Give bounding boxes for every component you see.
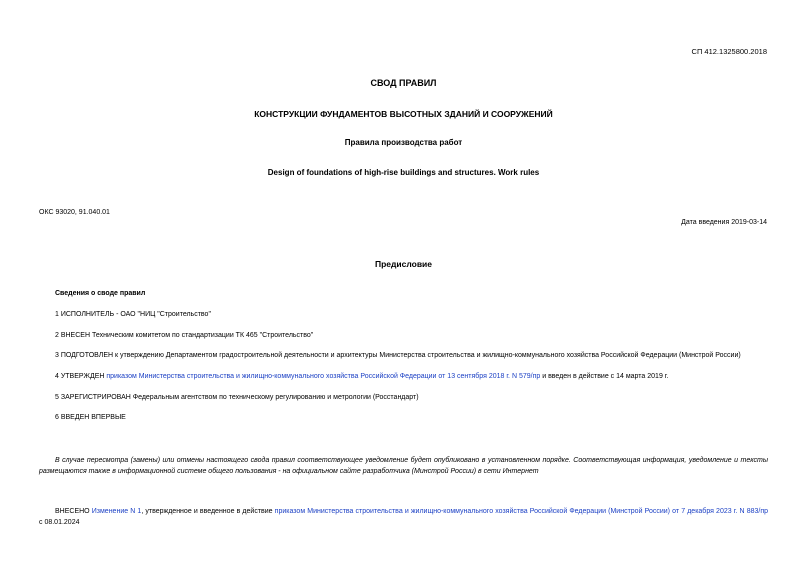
doc-subject-title: КОНСТРУКЦИИ ФУНДАМЕНТОВ ВЫСОТНЫХ ЗДАНИЙ И СООРУЖЕНИЙ: [254, 109, 553, 119]
item-approved-prefix: 4 УТВЕРЖДЕН: [55, 373, 107, 380]
revision-notice: В случае пересмотра (замены) или отмены настоящего свода правил соответствующее уведомление будет опубликовано в установленном порядке. Соответствующая информация, уведомление и тексты размещаются также в информационной системе общего пользования - на официальном сайте разработчика (Минстрой России) в сети Интернет: [39, 457, 768, 475]
approval-order-link[interactable]: приказом Министерства строительства и жилищно-коммунального хозяйства Российской Федерации от 13 сентября 2018 г. N 579/пр: [106, 373, 541, 380]
doc-type-title: СВОД ПРАВИЛ: [370, 78, 437, 88]
item-submitted: 2 ВНЕСЕН Техническим комитетом по стандартизации ТК 465 "Строительство": [55, 332, 314, 339]
item-prepared: 3 ПОДГОТОВЛЕН к утверждению Департаментом градостроительной деятельности и архитектуры Министерства строительства и жилищно-коммунального хозяйства Российской Федерации (Минстрой России): [55, 352, 741, 359]
info-heading: Сведения о своде правил: [55, 290, 146, 297]
intro-date: Дата введения 2019-03-14: [681, 219, 767, 226]
doc-subtitle: Правила производства работ: [344, 138, 463, 147]
item-executor: 1 ИСПОЛНИТЕЛЬ - ОАО "НИЦ "Строительство": [55, 311, 211, 318]
oks-code: ОКС 93020, 91.040.01: [39, 209, 110, 216]
amendment-suffix: с 08.01.2024: [39, 519, 80, 526]
doc-english-title: Design of foundations of high-rise buildings and structures. Work rules: [267, 168, 540, 177]
amendment-mid: , утвержденное и введенное в действие: [141, 508, 275, 515]
item-approved-suffix: и введен в действие с 14 марта 2019 г.: [540, 373, 669, 380]
item-introduced: 6 ВВЕДЕН ВПЕРВЫЕ: [55, 414, 126, 421]
amendment-prefix: ВНЕСЕНО: [55, 508, 92, 515]
preface-heading: Предисловие: [374, 259, 433, 269]
amendment-link[interactable]: Изменение N 1: [91, 508, 142, 515]
amendment-order-link[interactable]: приказом Министерства строительства и жилищно-коммунального хозяйства Российской Федерации (Минстрой России) от 7 декабря 2023 г. N 883/пр: [274, 508, 768, 515]
item-registered: 5 ЗАРЕГИСТРИРОВАН Федеральным агентством по техническому регулированию и метрологии (Росстандарт): [55, 394, 419, 401]
amendment-note: [39, 506, 768, 528]
document-code: СП 412.1325800.2018: [691, 47, 767, 56]
item-approved: [55, 373, 668, 380]
